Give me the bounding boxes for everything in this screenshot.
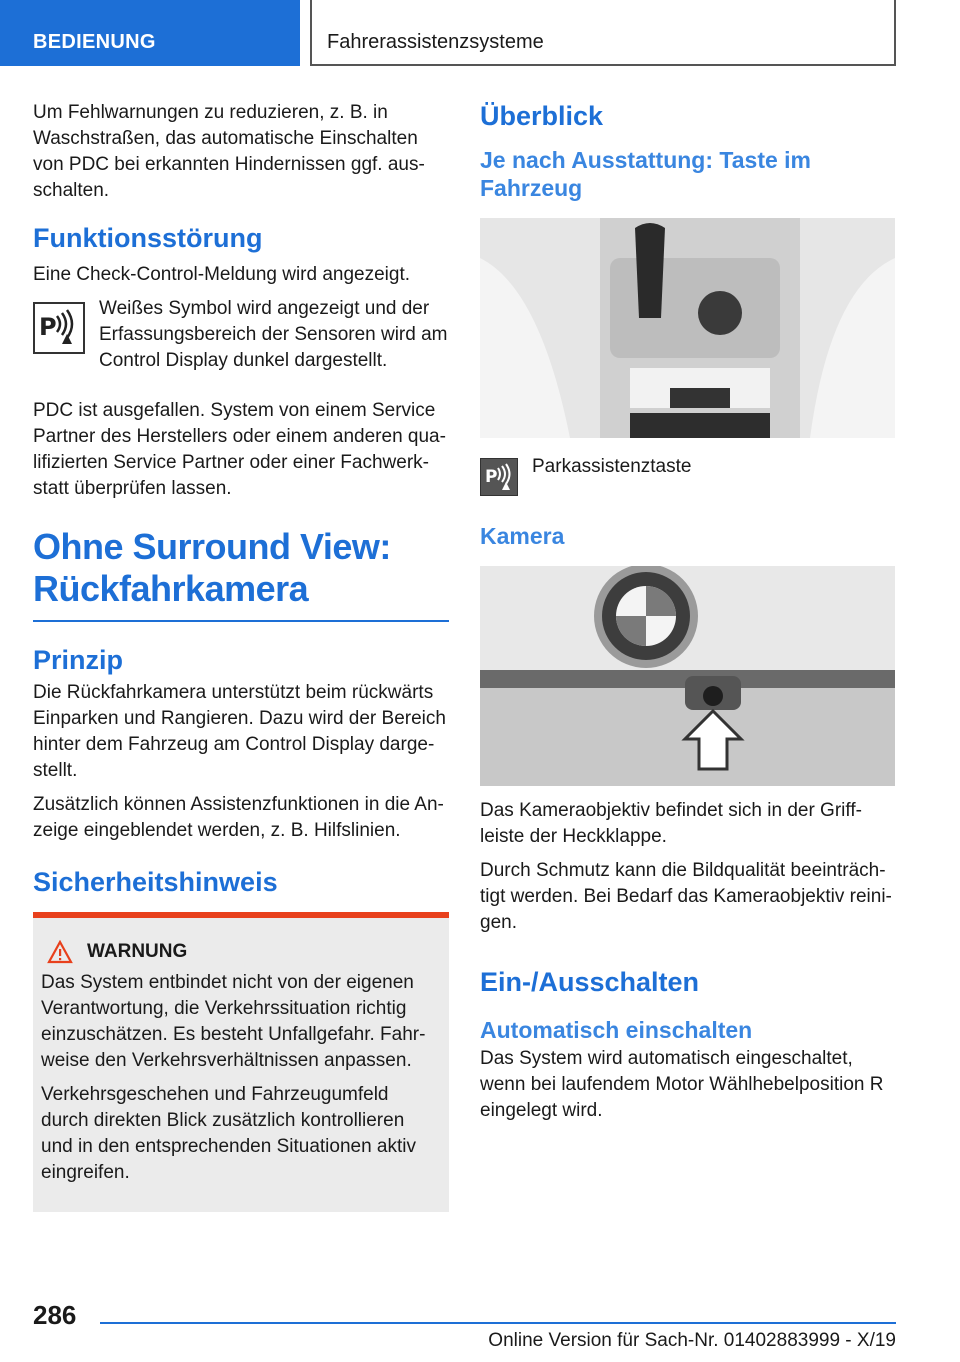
onoff-heading: Ein-/Ausschalten (480, 967, 700, 997)
warning-text-2: Verkehrsgeschehen und Fahrzeugumfeld durch direkten Blick zusätzlich kontrollieren und in den entsprechenden Situationen aktiv eingreifen. (41, 1084, 416, 1183)
center-console-image (480, 218, 895, 438)
footer-divider (100, 1322, 896, 1324)
camera-image (480, 566, 895, 786)
svg-text:P: P (39, 313, 57, 341)
intro-text: Um Fehlwarnungen zu reduzieren, z. B. in Waschstraßen, das automatische Einschalten von PDC bei erkannten Hindernissen ggf. ausschalten. (33, 102, 425, 201)
main-heading: Ohne Surround View: Rückfahrkamera (33, 526, 449, 622)
warning-text-1: Das System entbindet nicht von der eigenen Verantwortung, die Verkehrssituation richtig einzuschätzen. Es besteht Unfallgefahr. Fahrweise den Verkehrsverhältnissen anpassen. (41, 972, 426, 1071)
page-number: 286 (33, 1300, 77, 1330)
footer-version: Online Version für Sach-Nr. 01402883999 - X/19 (488, 1330, 896, 1351)
chapter-title: Fahrerassistenzsysteme (310, 0, 896, 66)
warning-box (33, 912, 449, 1212)
principle-text-2: Zusätzlich können Assistenzfunktionen in die Anzeige eingeblendet werden, z. B. Hilfslinien. (33, 794, 444, 841)
svg-text:P: P (485, 467, 498, 487)
park-assist-button-icon (480, 458, 518, 496)
safety-heading: Sicherheitshinweis (33, 867, 278, 897)
right-column (480, 100, 896, 1132)
button-label: Parkassistenztaste (532, 456, 692, 477)
warning-triangle-icon (47, 940, 73, 964)
auto-heading: Automatisch einschalten (480, 1017, 753, 1043)
section-tab: BEDIENUNG (0, 0, 300, 66)
pdc-failed-text: PDC ist ausgefallen. System von einem Service Partner des Herstellers oder einem anderen qualifizierten Service Partner oder einer Fachwerkstatt überprüfen lassen. (33, 400, 446, 499)
camera-text-2: Durch Schmutz kann die Bildqualität beeinträchtigt werden. Bei Bedarf das Kameraobjektiv reinigen. (480, 860, 892, 933)
camera-heading: Kamera (480, 523, 565, 549)
principle-text-1: Die Rückfahrkamera unterstützt beim rückwärts Einparken und Rangieren. Dazu wird der Bereich hinter dem Fahrzeug am Control Display dargestellt. (33, 682, 446, 781)
warning-title: WARNUNG (87, 941, 188, 962)
symbol-row (33, 296, 449, 382)
auto-text: Das System wird automatisch eingeschaltet, wenn bei laufendem Motor Wählhebelposition R eingelegt wird. (480, 1048, 884, 1121)
fault-text: Eine Check-Control-Meldung wird angezeigt. (33, 264, 411, 285)
left-column (33, 100, 449, 1212)
fault-heading: Funktionsstörung (33, 223, 263, 253)
button-label-row (480, 458, 896, 496)
camera-text-1: Das Kameraobjektiv befindet sich in der Griffleiste der Heckklappe. (480, 800, 862, 847)
equipment-heading: Je nach Ausstattung: Taste im Fahrzeug (480, 147, 812, 201)
overview-heading: Überblick (480, 101, 604, 131)
warning-title-row (41, 940, 441, 964)
pdc-white-icon (33, 302, 85, 354)
principle-heading: Prinzip (33, 645, 124, 675)
symbol-text: Weißes Symbol wird angezeigt und der Erfassungsbereich der Sensoren wird am Control Display dunkel dargestellt. (99, 298, 448, 371)
